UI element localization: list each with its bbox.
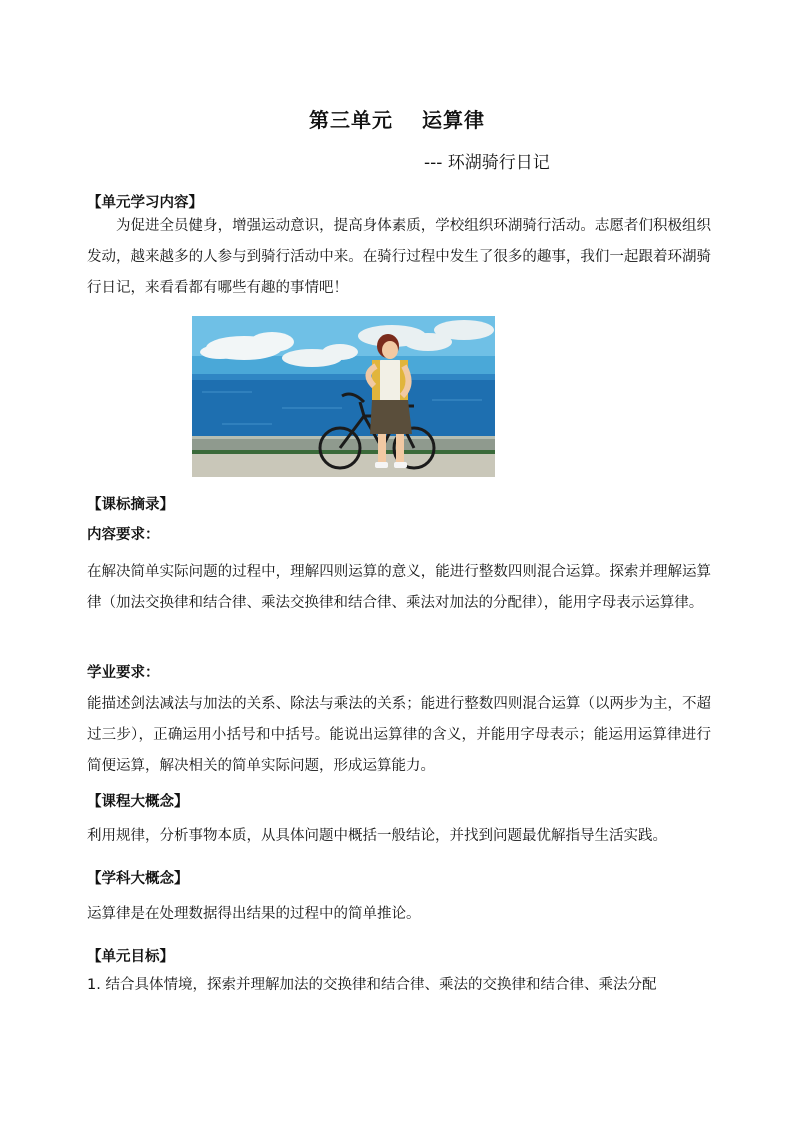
heading-subject-concept: 【学科大概念】 — [87, 871, 189, 887]
heading-unit-content: 【单元学习内容】 — [87, 195, 203, 211]
cyclist-by-lake-illustration — [192, 316, 495, 477]
label-academic-requirements: 学业要求： — [87, 665, 160, 681]
illustration-graphic — [192, 316, 495, 477]
heading-course-concept: 【课程大概念】 — [87, 794, 189, 810]
paragraph-content-requirements: 在解决简单实际问题的过程中，理解四则运算的意义，能进行整数四则混合运算。探索并理解运算律（加法交换律和结合律、乘法交换律和结合律、乘法对加法的分配律），能用字母表示运算律。 — [87, 564, 711, 611]
paragraph-academic-requirements: 能描述剑法减法与加法的关系、除法与乘法的关系；能进行整数四则混合运算（以两步为主，不超过三步），正确运用小括号和中括号。能说出运算律的含义，并能用字母表示；能运用运算律进行简便运算，解决相关的简单实际问题，形成运算能力。 — [87, 696, 711, 774]
goal-item-1: 1. 结合具体情境，探索并理解加法的交换律和结合律、乘法的交换律和结合律、乘法分配 — [87, 977, 657, 993]
page-title: 第三单元 运算律 — [309, 108, 485, 132]
label-content-requirements: 内容要求： — [87, 527, 160, 543]
heading-curriculum-standard: 【课标摘录】 — [87, 497, 174, 513]
page-subtitle: --- 环湖骑行日记 — [424, 153, 550, 173]
heading-unit-goals: 【单元目标】 — [87, 949, 174, 965]
paragraph-course-concept: 利用规律，分析事物本质，从具体问题中概括一般结论，并找到问题最优解指导生活实践。 — [87, 828, 667, 844]
paragraph-subject-concept: 运算律是在处理数据得出结果的过程中的简单推论。 — [87, 906, 421, 922]
paragraph-unit-content: 为促进全员健身，增强运动意识，提高身体素质，学校组织环湖骑行活动。志愿者们积极组织发动，越来越多的人参与到骑行活动中来。在骑行过程中发生了很多的趣事，我们一起跟着环湖骑行日记，来看看都有哪些有趣的事情吧！ — [87, 218, 711, 296]
